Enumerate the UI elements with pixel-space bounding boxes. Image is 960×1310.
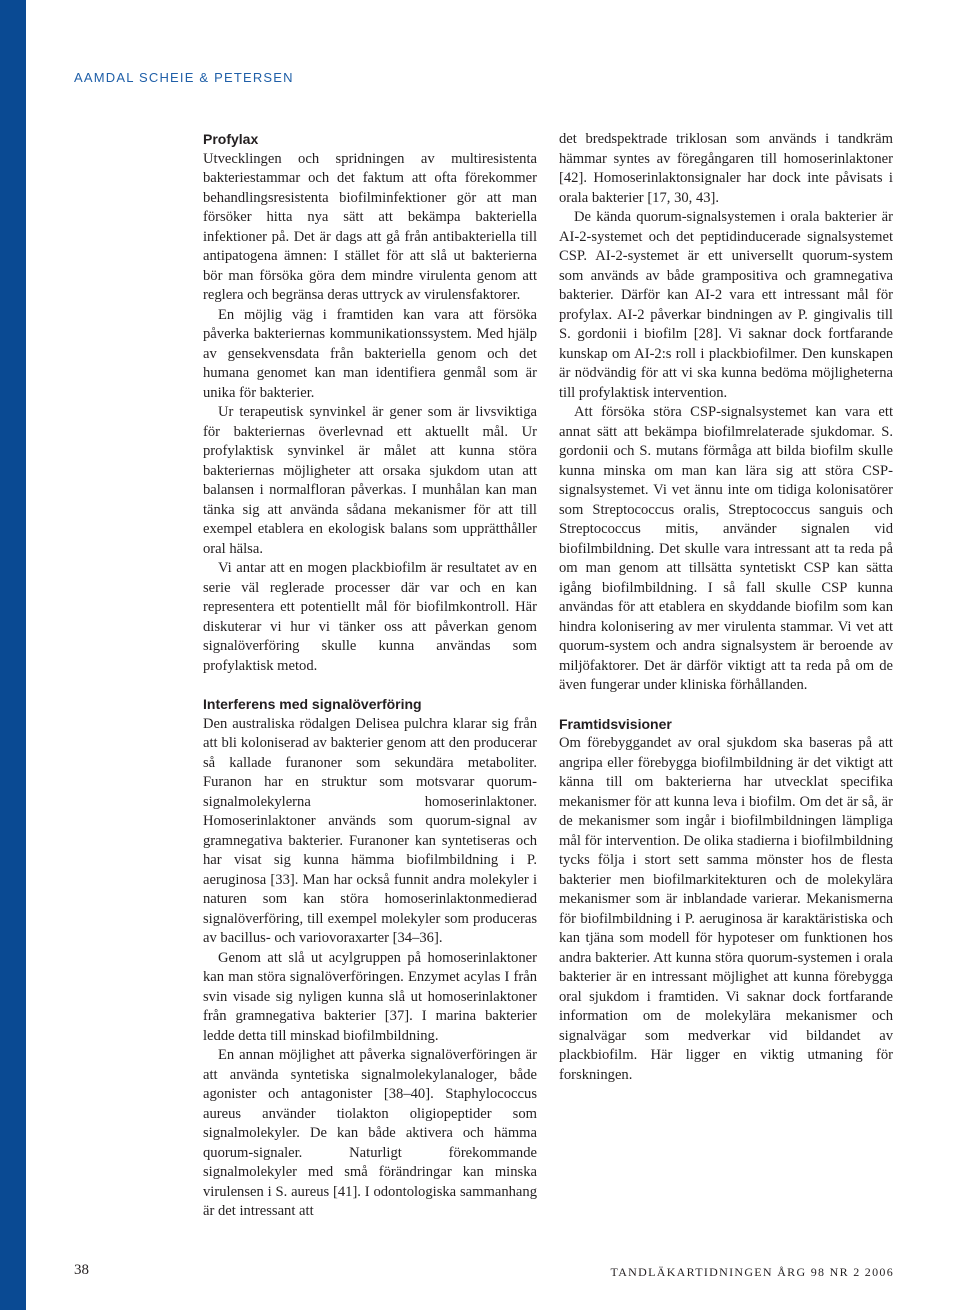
page-number: 38	[74, 1262, 89, 1278]
paragraph: En annan möjlighet att påverka signalöverföringen är att använda syntetiska signalmolekylanaloger, både agonister och antagonister [38–40]. Staphylococcus aureus använder tiolakton oligiopeptider som signalmolekyler. De kan både aktivera och hämma quorum-signaler. Naturligt förekommande signalmolekyler med små förändringar kan minska virulensen i S. aureus [41]. I odontologiska sammanhang är det intressant att	[203, 1047, 537, 1219]
paragraph: En möjlig väg i framtiden kan vara att försöka påverka bakteriernas kommunikationssystem. Med hjälp av gensekvensdata från bakteriella genom och det humana genomet kan man identifiera genmål som är unika för bakterier.	[203, 306, 537, 401]
left-column	[203, 130, 537, 1222]
right-column	[559, 130, 893, 1085]
heading-framtidsvisioner: Framtidsvisioner	[559, 715, 672, 732]
heading-interferens: Interferens med signalöverföring	[203, 696, 422, 712]
paragraph: Utvecklingen och spridningen av multiresistenta bakteriestammar och det faktum att ofta förekommer behandlingsresistenta biofilminfektioner gör att man försöker hitta nya sätt att bekämpa bakteriella infektioner på. Det är dags att gå från antibakteriella till antipatogena ämnen: I stället för att slå ut bakterierna bör man försöka göra dem mindre virulenta genom att reglera och begränsa deras uttryck av virulensfaktorer.	[203, 150, 537, 303]
heading-profylax: Profylax	[203, 131, 259, 147]
paragraph: Genom att slå ut acylgruppen på homoserinlaktoner kan man störa signalöverföringen. Enzymet acylas I från svin visade sig nyligen kunna slå ut homoserinlaktoner från gramnegativa bakterier [37]. I marina bakterier ledde detta till minskad biofilmbildning.	[203, 949, 537, 1044]
paragraph: De kända quorum-signalsystemen i orala bakterier är AI-2-systemet och det peptidinducerade signalsystemet CSP. AI-2-systemet är ett universellt quorum-system som används av både grampositiva och gramnegativa bakterier. Därför kan AI-2 vara ett intressant mål för profylax. AI-2 påverkar bindningen av P. gingivalis till S. gordonii i biofilm [28]. Vi saknar dock fortfarande kunskap om AI-2:s roll i plackbiofilmer. Den kunskapen är nödvändig för att vi ska kunna bedöma möjligheterna till profylaktisk intervention.	[559, 209, 893, 401]
journal-footer: TANDLÄKARTIDNINGEN ÅRG 98 NR 2 2006	[610, 1265, 894, 1279]
paragraph: Att försöka störa CSP-signalsystemet kan vara ett annat sätt att bekämpa biofilmrelaterade sjukdomar. S. gordonii och S. mutans förmåga att bilda biofilm skulle kunna minska om man kan lära sig att störa CSP-signalsystemet. Vi vet ännu inte om tidiga kolonisatörer som Streptococcus oralis, Streptococcus sanguis och Streptococcus mitis, använder signalen vid biofilmbildning. Det skulle vara intressant att ta reda på om man genom att tillsätta syntetiskt CSP kan sätta igång biofilmbildning. I så fall skulle CSP kunna användas för att etablera en skyddande biofilm som kan hindra kolonisering av mer virulenta stammar. Vi vet att quorum-system och andra signalsystem är beroende av miljöfaktorer. Det är därför viktigt att ta reda på om de även fungerar under kliniska förhållanden.	[559, 404, 893, 693]
running-head-authors: AAMDAL SCHEIE & PETERSEN	[74, 70, 294, 85]
paragraph: Vi antar att en mogen plackbiofilm är resultatet av en serie väl reglerade processer där var och en kan representera ett potentiellt mål för biofilmkontroll. Här diskuterar vi hur vi tänker oss att påverkan genom signalöverföring skulle kunna användas som profylaktisk metod.	[203, 560, 537, 674]
paragraph: Ur terapeutisk synvinkel är gener som är livsviktiga för bakteriernas överlevnad ett aktuellt mål. Ur profylaktisk synvinkel är målet att kunna störa bakteriernas möjligheter att orsaka sjukdom utan att balansen i normalfloran påverkas. I munhålan kan man tänka sig att använda sådana mekanismer för att till exempel etablera en ekologisk balans som upprätthåller oral hälsa.	[203, 404, 537, 557]
paragraph: det bredspektrade triklosan som används i tandkräm hämmar syntes av föregångaren till homoserinlaktoner [42]. Homoserinlaktonsignaler har dock inte påvisats i orala bakterier [17, 30, 43].	[559, 131, 893, 206]
blue-margin-bar	[0, 0, 26, 1310]
paragraph: Den australiska rödalgen Delisea pulchra klarar sig från att bli koloniserad av bakterier genom att den producerar så kallade furanoner som sekundära metaboliter. Furanon har en struktur som motsvarar quorum-signalmolekylerna homoserinlaktoner. Homoserinlaktoner används som quorum-signal av gramnegativa bakterier. Furanoner kan syntetiseras och har visat sig kunna hämma biofilmbildning i P. aeruginosa [33]. Man har också funnit andra molekyler i naturen som kan störa homoserinlaktonmedierad signalöverföring, till exempel molekyler som produceras av bacillus- och variovoraxarter [34–36].	[203, 715, 537, 946]
paragraph: Om förebyggandet av oral sjukdom ska baseras på att angripa eller förebygga biofilmbildning är det viktigt att känna till om bakterierna har utvecklat specifika mekanismer för att kunna leva i biofilm. Om det är så, är de mekanismer som ingår i biofilmbildningen lämpliga mål för intervention. De olika stadierna i biofilmbildning tycks följa i stort sett samma mönster hos de flesta bakterier men biofilmarkitekturen och de molekylära mekanismer som är inblandade varierar. Mekanismerna för biofilmbildning i P. aeruginosa är karaktäristiska och kan tjäna som modell för hypoteser om funktionen hos andra bakterier. Att kunna störa quorum-systemen i orala bakterier är en intressant möjlighet att kunna förebygga oral sjukdom i framtiden. Vi saknar dock fortfarande information om de molekylära mekanismer och signalvägar som medverkar vid bildandet av plackbiofilm. Här ligger en viktig utmaning för forskningen.	[559, 735, 893, 1083]
